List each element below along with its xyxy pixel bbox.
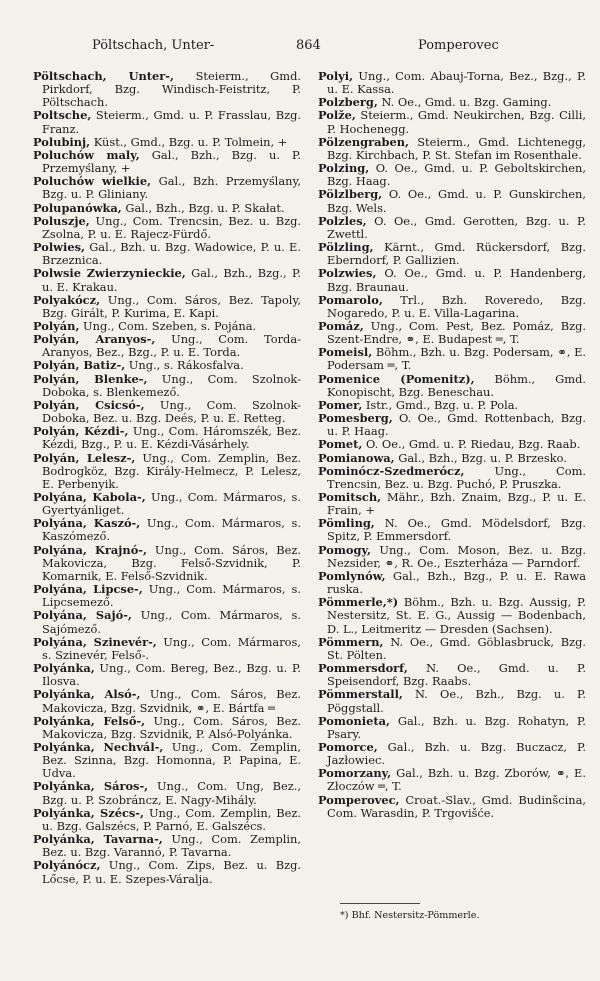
entry-text: Gal., Bzh., Bzg. u. P. Przemyślany, + [42,147,301,176]
entry-headword: Pomarolo, [318,292,383,307]
entry-text: N. Oe., Gmd. u. Bzg. Gaming. [377,95,552,110]
entry-headword: Pölzling, [318,240,374,255]
entry-headword: Polyánka, Sáros-, [33,779,149,794]
entry-headword: Polyánka, Felső-, [33,713,146,728]
entry-headword: Pömmerle,*) [318,595,399,610]
gazetteer-entry [318,741,586,767]
entry-headword: Pomorzany, [318,766,392,781]
entry-headword: Polyán, Blenke-, [33,371,148,386]
entry-headword: Pölzengraben, [318,134,409,149]
entry-text: Gal., Bzh., Bzg. u. P. Skałat. [121,200,285,215]
gazetteer-entry [33,741,301,780]
entry-text: Gal., Bzh. Przemyślany, Bzg. u. P. Gliniany. [42,174,301,202]
gazetteer-entry [33,583,301,609]
entry-text: N. Oe., Gmd. Mödelsdorf, Bzg. Spitz, P. Emmersdorf. [327,516,586,544]
entry-text: Böhm., Bzh. u. Bzg. Podersam, ⚭, E. Podersam ═, T. [327,345,586,373]
gazetteer-entry [33,833,301,859]
entry-headword: Pomperovec, [318,792,400,807]
gazetteer-entry [318,109,586,135]
left-column [33,70,301,886]
gazetteer-entry [33,715,301,741]
entry-text: Küst., Gmd., Bzg. u. P. Tolmein, + [90,134,288,149]
entry-headword: Poluchów wielkie, [33,174,152,189]
entry-text: Ung., Com. Zemplin, Bez. Bodrogköz, Bzg. Király-Helmecz, P. Lelesz, E. Perbenyik. [42,450,301,491]
gazetteer-entry [33,267,301,293]
gazetteer-entry [318,373,586,399]
entry-text: Ung., Com. Pest, Bez. Pomáz, Bzg. Szent-Endre, ⚭, E. Budapest ═, T. [327,318,586,347]
gazetteer-entry [33,452,301,491]
gazetteer-entry [33,662,301,688]
gazetteer-entry [33,425,301,451]
entry-headword: Pömmern, [318,634,384,649]
gazetteer-entry [33,399,301,425]
entry-headword: Pomogy, [318,542,371,557]
entry-headword: Polyán, Lelesz-, [33,450,136,465]
gazetteer-entry [318,544,586,570]
entry-text: O. Oe., Gmd. Rottenbach, Bzg. u. P. Haag. [327,411,586,439]
entry-headword: Polyán, Aranyos-, [33,332,156,347]
entry-text: Ung., Com. Zemplin, Bez. u. Bzg. Varannó, P. Tavarna. [42,832,301,860]
entry-text: O. Oe., Gmd. u. P. Handenberg, Bzg. Braunau. [327,266,586,294]
page-header [0,38,600,58]
entry-text: Gal., Bzh. u. Bzg. Zborów, ⚭, E. Złoczów ═, T. [327,766,586,794]
entry-headword: Polyán, Kézdi-, [33,424,129,439]
gazetteer-entry [33,373,301,399]
entry-text: N. Oe., Gmd. u. P. Speisendorf, Bzg. Raabs. [327,661,586,689]
entry-text: Gal., Bzh., Bzg., P. u. E. Krakau. [42,266,301,294]
entry-headword: Pömling, [318,516,375,531]
entry-text: Ung., Com. Abauj-Torna, Bez., Bzg., P. u. E. Kassa. [327,69,586,97]
entry-headword: Pomer, [318,397,363,412]
entry-headword: Polyi, [318,69,354,83]
entry-headword: Polyána, Kabola-, [33,490,146,504]
right-column [318,70,586,820]
gazetteer-entry [318,215,586,241]
gazetteer-entry [33,491,301,517]
entry-text: Ung., Com. Zemplin, Bez. u. Bzg. Galszécs, P. Parnó, E. Galszécs. [42,805,302,833]
entry-text: Steierm., Gmd. u. P. Frasslau, Bzg. Franz. [42,108,301,136]
entry-headword: Polyána, Kaszó-, [33,516,141,531]
gazetteer-entry [318,465,586,491]
gazetteer-entry [33,859,301,885]
entry-headword: Pomonieta, [318,713,390,728]
entry-headword: Polwies, [33,240,85,255]
entry-headword: Polyakócz, [33,292,101,307]
entry-text: Ung., Com. Mármaros, s. Lipcsemező. [42,582,301,610]
entry-headword: Polzing, [318,161,370,176]
gazetteer-entry [318,794,586,820]
entry-text: Ung., Com. Sáros, Bez. Makovicza, Bzg. Felső-Szvidnik, P. Komarnik, E. Felső-Szvidnik. [42,542,301,583]
entry-text: Gal., Bzh. u. Bzg. Rohatyn, P. Psary. [327,713,586,741]
gazetteer-entry [318,294,586,320]
entry-text: Ung., Com. Zemplin, Bez. Szinna, Bzg. Homonna, P. Papina, E. Udva. [42,739,301,781]
gazetteer-entry [33,333,301,359]
entry-text: Ung., Com. Bereg, Bez., Bzg. u. P. Ilosva. [42,661,301,689]
footnote: *) Bhf. Nestersitz-Pömmerle. [340,910,480,921]
entry-headword: Pomianowa, [318,450,395,465]
entry-text: O. Oe., Gmd. Gerotten, Bzg. u. P. Zwettl. [327,213,586,241]
entry-headword: Pomesberg, [318,411,393,426]
gazetteer-entry [33,175,301,201]
gazetteer-entry [318,596,586,635]
entry-headword: Pommersdorf, [318,661,408,676]
entry-text: O. Oe., Gmd. u. P. Geboltskirchen, Bzg. Haag. [327,161,586,189]
entry-headword: Pomeisl, [318,345,373,360]
entry-headword: Polyánócz, [33,858,101,873]
entry-headword: Pomenice (Pomenitz), [318,371,475,386]
gazetteer-entry [318,70,586,96]
running-head-left: Pöltschach, Unter- [92,38,215,53]
entry-headword: Polže, [318,108,356,123]
entry-headword: Polyána, Sajó-, [33,608,132,623]
entry-text: Gal., Bzh., Bzg. u. P. Brzesko. [394,450,567,465]
entry-text: Ung., Com. Sáros, Bez. Tapoly, Bzg. Girált, P. Kurima, E. Kapi. [42,292,301,320]
gazetteer-entry [33,780,301,806]
gazetteer-entry [318,767,586,793]
entry-text: O. Oe., Gmd. u. P. Riedau, Bzg. Raab. [362,437,581,452]
entry-text: O. Oe., Gmd. u. P. Gunskirchen, Bzg. Wels. [327,187,586,215]
entry-text: Ung., Com. Trencsin, Bez. u. Bzg. Puchó, P. Pruszka. [327,463,586,491]
gazetteer-entry [33,294,301,320]
entry-text: Steierm., Gmd. Lichtenegg, Bzg. Kirchbach, P. St. Stefan im Rosenthale. [327,134,586,162]
gazetteer-entry [33,517,301,543]
gazetteer-entry [33,215,301,241]
entry-text: Gal., Bzh. u. Bzg. Wadowice, P. u. E. Brzeznica. [42,240,301,268]
gazetteer-entry [33,241,301,267]
entry-headword: Polupanówka, [33,200,122,215]
entry-headword: Poluszje, [33,213,90,228]
entry-text: Böhm., Gmd. Konopischt, Bzg. Beneschau. [327,371,586,399]
entry-text: Ung., Com. Sáros, Bez. Makovicza, Bzg. Szvidnik, P. Alsó-Polyánka. [42,713,301,741]
entry-headword: Pomlynów, [318,568,386,583]
entry-headword: Pomitsch, [318,490,382,504]
entry-headword: Pomáz, [318,318,364,333]
gazetteer-entry [318,491,586,517]
entry-text: N. Oe., Gmd. Göblasbruck, Bzg. St. Pölten. [327,634,586,662]
entry-headword: Polzwies, [318,266,377,281]
entry-headword: Polyán, Csicsó-, [33,397,145,412]
entry-text: Ung., Com. Trencsin, Bez. u. Bzg. Zsolna, P. u. E. Rajecz-Fürdő. [42,213,301,241]
running-head-right: Pomperovec [418,38,499,53]
entry-headword: Pominócz-Szedmerócz, [318,463,465,478]
entry-text: Ung., s. Rákosfalva. [125,358,244,373]
gazetteer-entry [33,109,301,135]
entry-text: Ung., Com. Szeben, s. Pojána. [79,318,257,333]
gazetteer-entry [318,662,586,688]
entry-text: Ung., Com. Torda-Aranyos, Bez., Bzg., P. u. E. Torda. [42,332,301,360]
gazetteer-entry [318,188,586,214]
entry-headword: Polyánka, [33,661,95,676]
entry-text: Ung., Com. Szolnok-Doboka, s. Blenkemező. [42,371,301,399]
entry-text: Steierm., Gmd. Neukirchen, Bzg. Cilli, P. Hochenegg. [327,108,586,136]
entry-text: Böhm., Bzh. u. Bzg. Aussig, P. Nestersitz, St. E. G., Aussig — Bodenbach, D. L., Leitmeritz — Dresden (Sachsen). [327,595,586,636]
page-number: 864 [296,38,321,53]
gazetteer-entry [318,570,586,596]
gazetteer-entry [33,609,301,635]
gazetteer-entry [33,636,301,662]
entry-text: Ung., Com. Sáros, Bez. Makovicza, Bzg. Szvidnik, ⚭, E. Bártfa ═ [42,687,301,715]
gazetteer-entry [318,715,586,741]
gazetteer-entry [318,636,586,662]
gazetteer-entry [33,70,301,109]
entry-headword: Polzberg, [318,95,378,110]
gazetteer-entry [33,544,301,583]
gazetteer-entry [318,241,586,267]
entry-text: Gal., Bzh. u. Bzg. Buczacz, P. Jazłowiec. [327,739,586,768]
entry-text: Croat.-Slav., Gmd. Budinšcina, Com. Warasdin, P. Trgovišće. [327,792,586,820]
entry-headword: Polyán, Batiz-, [33,358,126,373]
entry-headword: Poltsche, [33,108,92,123]
entry-headword: Pomorce, [318,739,378,754]
gazetteer-entry [318,346,586,372]
entry-headword: Pomet, [318,437,363,452]
gazetteer-entry [318,267,586,293]
entry-text: Trl., Bzh. Roveredo, Bzg. Nogaredo, P. u. E. Villa-Lagarina. [327,292,586,320]
entry-text: Ung., Com. Mármaros, s. Szinevér, Felső-. [42,634,301,662]
entry-headword: Pöltschach, Unter-, [33,69,174,83]
entry-text: Ung., Com. Mármaros, s. Gyertyánliget. [42,490,301,518]
entry-headword: Polyána, Krajnó-, [33,542,147,557]
entry-headword: Polyán, [33,318,80,333]
entry-text: Ung., Com. Szolnok-Doboka, Bez. u. Bzg. Deés, P. u. E. Retteg. [42,397,301,426]
footnote-rule [340,903,420,904]
entry-headword: Poluchów maly, [33,147,140,162]
entry-headword: Polyána, Szinevér-, [33,634,157,649]
gazetteer-entry [318,320,586,346]
entry-headword: Polyána, Lipcse-, [33,582,143,597]
entry-text: Ung., Com. Zips, Bez. u. Bzg. Lőcse, P. u. E. Szepes-Váralja. [42,858,301,886]
gazetteer-entry [318,162,586,188]
gazetteer-entry [318,412,586,438]
entry-headword: Polzles, [318,213,367,228]
entry-text: Ung., Com. Moson, Bez. u. Bzg. Nezsider, ⚭, R. Oe., Eszterháza — Parndorf. [327,542,586,570]
entry-text: Gal., Bzh., Bzg., P. u. E. Rawa ruska. [327,568,586,597]
entry-text: Ung., Com. Ung, Bez., Bzg. u. P. Szobráncz, E. Nagy-Mihály. [42,779,301,807]
gazetteer-entry [33,807,301,833]
entry-text: Kärnt., Gmd. Rückersdorf, Bzg. Eberndorf, P. Gallizien. [327,240,586,268]
entry-text: N. Oe., Bzh., Bzg. u. P. Pöggstall. [327,687,586,715]
entry-headword: Pölzlberg, [318,187,383,202]
gazetteer-entry [33,149,301,175]
entry-text: Ung., Com. Mármaros, s. Kaszómező. [42,516,301,544]
entry-text: Ung., Com. Háromszék, Bez. Kézdi, Bzg., P. u. E. Kézdi-Vásárhely. [42,424,302,452]
gazetteer-entry [318,517,586,543]
entry-headword: Pömmerstall, [318,687,403,702]
entry-headword: Polyánka, Alsó-, [33,687,141,702]
gazetteer-entry [33,688,301,714]
entry-text: Istr., Gmd., Bzg. u. P. Pola. [362,397,519,412]
entry-headword: Polubinj, [33,134,91,149]
entry-text: Mähr., Bzh. Znaim, Bzg., P. u. E. Frain, + [327,490,586,518]
entry-headword: Polyánka, Nechvál-, [33,739,164,754]
entry-text: Steierm., Gmd. Pirkdorf, Bzg. Windisch-Feistritz, P. Pöltschach. [42,69,301,110]
entry-headword: Polyánka, Szécs-, [33,805,144,820]
entry-headword: Polyánka, Tavarna-, [33,832,163,847]
entry-text: Ung., Com. Mármaros, s. Sajómező. [42,608,301,636]
gazetteer-entry [318,136,586,162]
entry-headword: Polwsie Zwierzynieckie, [33,266,186,281]
gazetteer-entry [318,688,586,714]
